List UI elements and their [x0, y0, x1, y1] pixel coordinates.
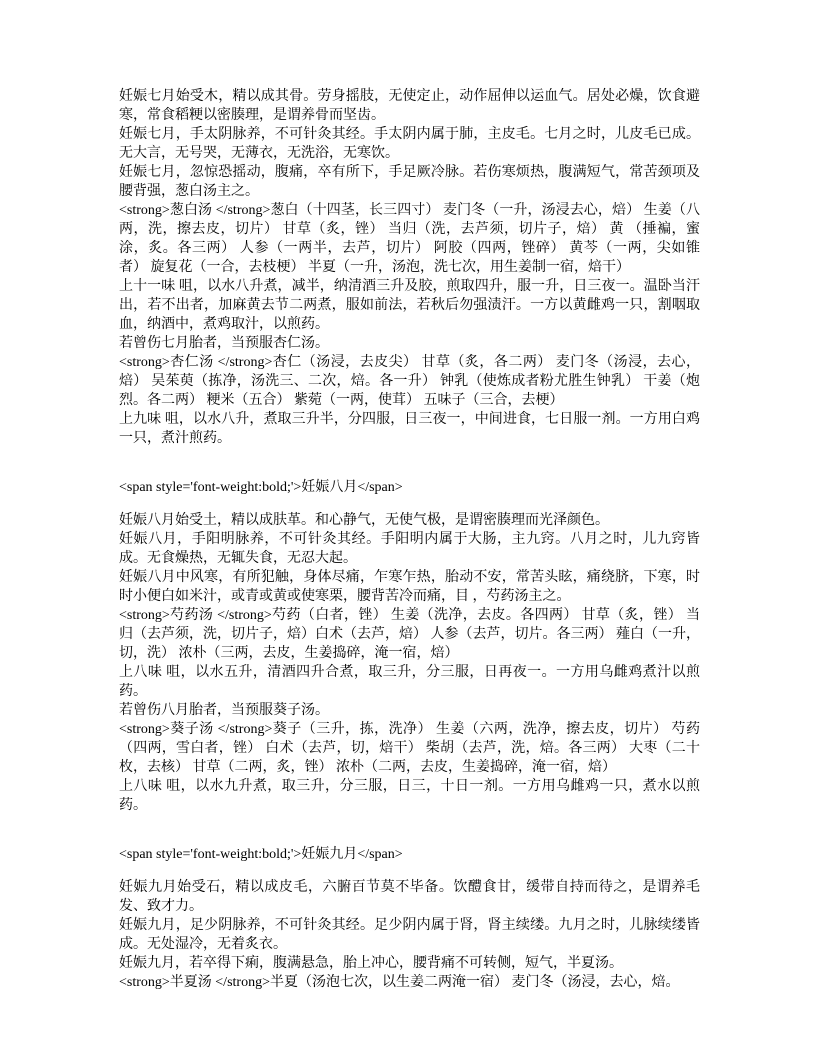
paragraph: 上九味 咀，以水八升，煮取三升半，分四服，日三夜一，中间进食，七日服一剂。一方用白鸡一只，煮汁煎药。	[119, 412, 700, 446]
section-heading-month-nine: <span style='font-weight:bold;'>妊娠九月</span>	[119, 847, 403, 862]
paragraph: 上八味 咀，以水五升，清酒四升合煮，取三升，分三服，日再夜一。一方用乌雌鸡煮汁以煎药。	[119, 665, 700, 699]
recipe-paragraph-congbaitang: <strong>葱白汤 </strong>葱白（十四茎，长三四寸） 麦门冬（一升，汤浸去心，焙） 生姜（八两，洗，擦去皮，切片） 甘草（炙，锉） 当归（洗，去芦须，切片子，焙） 黄 （捶褊，蜜涂，炙。各三两） 人参（一两半，去芦，切片） 阿胶（四两，锉碎） 黄芩（一两，尖如锥者） 旋复花（一合，去枝梗） 半夏（一升，汤泡，洗七次，用生姜制一宿，焙干）	[119, 203, 700, 275]
paragraph: 妊娠七月，手太阴脉养，不可针灸其经。手太阴内属于肺，主皮毛。七月之时，儿皮毛已成。无大言，无号哭，无薄衣，无洗浴，无寒饮。	[119, 127, 700, 161]
recipe-paragraph-shaoyaotang: <strong>芍药汤 </strong>芍药（白者，锉） 生姜（洗净，去皮。各四两） 甘草（炙，锉） 当归（去芦须，洗，切片子，焙）白术（去芦，焙） 人参（去芦，切片。各三两） 薤白（一升，切，洗） 浓朴（三两，去皮，生姜捣碎，淹一宿，焙）	[119, 608, 700, 661]
paragraph: 妊娠九月始受石，精以成皮毛，六腑百节莫不毕备。饮醴食甘，缓带自持而待之，是谓养毛发、致才力。	[119, 880, 700, 914]
paragraph: 妊娠八月中风寒，有所犯触，身体尽痛，乍寒乍热，胎动不安，常苦头眩，痛绕脐，下寒，时时小便白如米汁，或青或黄或使寒栗，腰背苦冷而痛，目 ，芍药汤主之。	[119, 570, 700, 604]
paragraph: 若曾伤七月胎者，当预服杏仁汤。	[119, 336, 329, 351]
paragraph: 妊娠八月，手阳明脉养，不可针灸其经。手阳明内属于大肠，主九窍。八月之时，儿九窍皆成。无食燥热，无辄失食，无忍大起。	[119, 532, 700, 566]
recipe-paragraph-xingrentang: <strong>杏仁汤 </strong>杏仁（汤浸，去皮尖） 甘草（炙，各二两） 麦门冬（汤浸，去心，焙） 吴茱萸（拣净，汤洗三、二次，焙。各一升） 钟乳（使炼成者粉尤胜生钟乳） 干姜（炮烈。各二两） 粳米（五合） 紫菀（一两，使茸） 五味子（三合，去梗）	[119, 355, 700, 408]
document-body	[119, 87, 700, 992]
paragraph: 妊娠九月，足少阴脉养，不可针灸其经。足少阴内属于肾，肾主续缕。九月之时，儿脉续缕皆成。无处湿冷，无着炙衣。	[119, 918, 700, 952]
paragraph: 上十一味 咀，以水八升煮，减半，纳清酒三升及胶，煎取四升，服一升，日三夜一。温卧当汗出，若不出者，加麻黄去节二两煮，服如前法，若秋后勿强渍汗。一方以黄雌鸡一只，割咽取血，纳酒中，煮鸡取汁，以煎药。	[119, 279, 700, 332]
section-heading-month-eight: <span style='font-weight:bold;'>妊娠八月</span>	[119, 480, 403, 495]
paragraph: 妊娠七月始受木，精以成其骨。劳身摇肢，无使定止，动作屈伸以运血气。居处必燥，饮食避寒，常食稻粳以密腠理，是谓养骨而坚齿。	[119, 89, 700, 123]
paragraph: 妊娠八月始受土，精以成肤革。和心静气，无使气极，是谓密腠理而光泽颜色。	[119, 513, 609, 528]
paragraph: 妊娠九月，若卒得下痢，腹满悬急，胎上冲心，腰背痛不可转侧，短气，半夏汤。	[119, 956, 623, 971]
paragraph: 上八味 咀，以水九升煮，取三升，分三服，日三，十日一剂。一方用乌雌鸡一只，煮水以煎药。	[119, 779, 700, 813]
recipe-paragraph-banxiatang: <strong>半夏汤 </strong>半夏（汤泡七次，以生姜二两淹一宿） 麦门冬（汤浸，去心，焙。	[119, 975, 680, 990]
paragraph: 妊娠七月，忽惊恐摇动，腹痛，卒有所下，手足厥冷脉。若伤寒烦热，腹满短气，常苦颈项及腰背强，葱白汤主之。	[119, 165, 700, 199]
recipe-paragraph-kuizitang: <strong>葵子汤 </strong>葵子（三升，拣，洗净） 生姜（六两，洗净，擦去皮，切片） 芍药（四两，雪白者，锉） 白术（去芦，切，焙干） 柴胡（去芦，洗，焙。各三两） 大枣（二十枚，去核） 甘草（二两，炙，锉） 浓朴（二两，去皮，生姜捣碎，淹一宿，焙）	[119, 722, 700, 775]
paragraph: 若曾伤八月胎者，当预服葵子汤。	[119, 703, 329, 718]
